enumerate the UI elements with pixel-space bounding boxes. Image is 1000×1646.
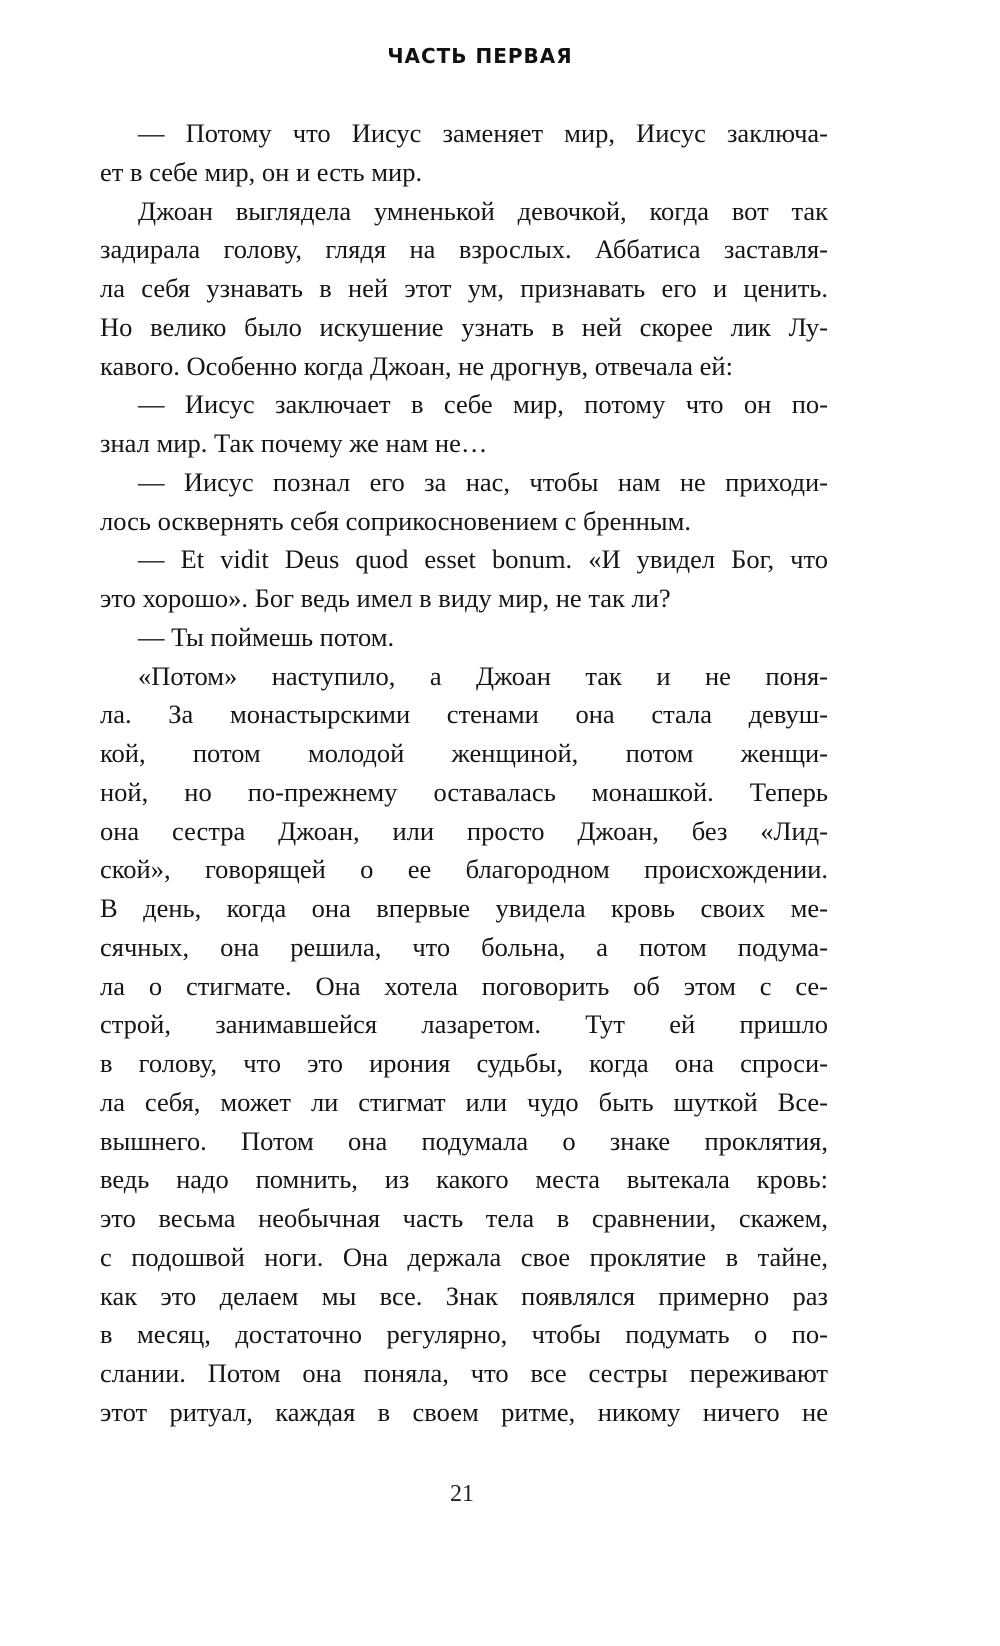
text-line: Джоан выглядела умненькой девочкой, когда вот так — [138, 195, 828, 226]
text-line: с подошвой ноги. Она держала свое проклятие в тайне, — [100, 1241, 828, 1272]
text-line: сячных, она решила, что больна, а потом подума- — [100, 931, 828, 962]
text-line: кой, потом молодой женщиной, потом женщи- — [100, 738, 828, 768]
text-line: кавого. Особенно когда Джоан, не дрогнув, отвечала ей: — [100, 350, 733, 381]
text-line: задирала голову, глядя на взрослых. Аббатиса заставля- — [100, 234, 828, 265]
text-line: знал мир. Так почему же нам не… — [100, 428, 488, 458]
text-line: ной, но по-прежнему оставалась монашкой. Теперь — [100, 776, 828, 807]
text-line: она сестра Джоан, или просто Джоан, без «Лид- — [100, 815, 828, 846]
body-text — [100, 114, 828, 1432]
text-line: ет в себе мир, он и есть мир. — [100, 156, 423, 187]
text-line: — Потому что Иисус заменяет мир, Иисус заключа- — [138, 118, 828, 148]
text-line: строй, занимавшейся лазаретом. Тут ей пришло — [100, 1009, 828, 1040]
page-number: 21 — [450, 1481, 474, 1507]
text-line: ведь надо помнить, из какого места вытекала кровь: — [100, 1164, 828, 1195]
text-line: Но велико было искушение узнать в ней скорее лик Лу- — [100, 311, 828, 342]
text-line: — Et vidit Deus quod esset bonum. «И увидел Бог, что — [138, 544, 828, 575]
text-line: в голову, что это ирония судьбы, когда она спроси- — [100, 1048, 828, 1078]
text-line: ла себя, может ли стигмат или чудо быть шуткой Все- — [100, 1086, 828, 1117]
text-line: ской», говорящей о ее благородном происхождении. — [100, 854, 828, 885]
text-line: — Иисус познал его за нас, чтобы нам не приходи- — [138, 466, 828, 497]
text-line: этот ритуал, каждая в своем ритме, никому ничего не — [100, 1396, 828, 1427]
text-line: В день, когда она впервые увидела кровь своих ме- — [100, 893, 828, 923]
text-line: — Ты поймешь потом. — [138, 621, 395, 652]
text-line: ла себя узнавать в ней этот ум, признавать его и ценить. — [100, 273, 828, 303]
text-line: это весьма необычная часть тела в сравнении, скажем, — [100, 1203, 828, 1233]
text-line: — Иисус заключает в себе мир, потому что он по- — [138, 389, 828, 420]
text-line: это хорошо». Бог ведь имел в виду мир, не так ли? — [100, 583, 671, 613]
text-line: ла. За монастырскими стенами она стала девуш- — [100, 699, 828, 730]
text-line: слании. Потом она поняла, что все сестры переживают — [100, 1358, 828, 1388]
text-line: как это делаем мы все. Знак появлялся примерно раз — [100, 1280, 828, 1311]
text-line: в месяц, достаточно регулярно, чтобы подумать о по- — [100, 1319, 828, 1350]
text-line: лось осквернять себя соприкосновением с бренным. — [100, 505, 692, 536]
text-line: ла о стигмате. Она хотела поговорить об этом с се- — [100, 970, 828, 1001]
running-head: ЧАСТЬ ПЕРВАЯ — [387, 44, 573, 68]
text-line: «Потом» наступило, а Джоан так и не поня- — [138, 660, 828, 691]
text-line: вышнего. Потом она подумала о знаке проклятия, — [100, 1125, 828, 1156]
